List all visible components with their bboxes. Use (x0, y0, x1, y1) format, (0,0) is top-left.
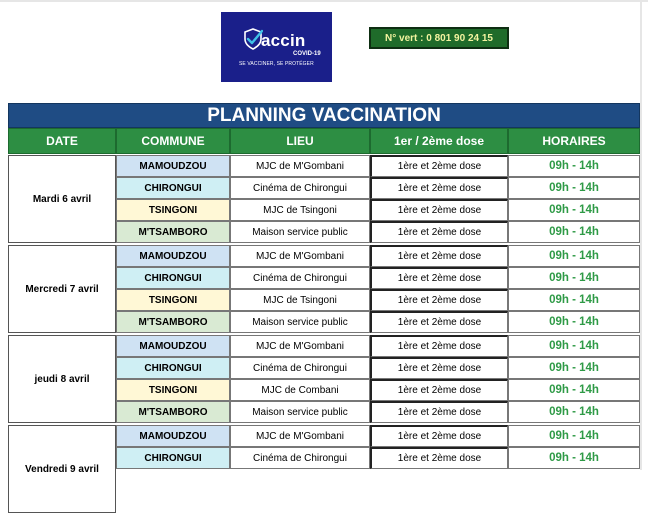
dose-cell: 1ère et 2ème dose (370, 357, 508, 379)
date-cell: jeudi 8 avril (8, 335, 116, 423)
lieu-cell: Maison service public (230, 401, 370, 423)
vaccin-logo (221, 12, 332, 82)
lieu-cell: MJC de M'Gombani (230, 335, 370, 357)
logo-word: accin (261, 31, 306, 50)
commune-cell: M'TSAMBORO (116, 311, 230, 333)
dose-cell: 1ère et 2ème dose (370, 379, 508, 401)
lieu-cell: Cinéma de Chirongui (230, 267, 370, 289)
hours-cell: 09h - 14h (508, 335, 640, 357)
lieu-cell: MJC de Tsingoni (230, 289, 370, 311)
lieu-cell: MJC de Combani (230, 379, 370, 401)
shield-check-icon (243, 28, 263, 50)
logo-slogan: SE VACCINER, SE PROTÉGER (239, 61, 314, 67)
page-top-border (0, 0, 648, 2)
page-right-border (640, 0, 642, 470)
hours-cell: 09h - 14h (508, 425, 640, 447)
dose-cell: 1ère et 2ème dose (370, 335, 508, 357)
dose-cell: 1ère et 2ème dose (370, 155, 508, 177)
dose-cell: 1ère et 2ème dose (370, 177, 508, 199)
commune-cell: TSINGONI (116, 289, 230, 311)
commune-cell: CHIRONGUI (116, 447, 230, 469)
header-lieu: LIEU (230, 128, 370, 154)
hotline-badge: N° vert : 0 801 90 24 15 (369, 27, 509, 49)
hours-cell: 09h - 14h (508, 221, 640, 243)
dose-cell: 1ère et 2ème dose (370, 447, 508, 469)
dose-cell: 1ère et 2ème dose (370, 221, 508, 243)
hours-cell: 09h - 14h (508, 199, 640, 221)
dose-cell: 1ère et 2ème dose (370, 199, 508, 221)
dose-cell: 1ère et 2ème dose (370, 311, 508, 333)
lieu-cell: Cinéma de Chirongui (230, 357, 370, 379)
lieu-cell: MJC de M'Gombani (230, 155, 370, 177)
dose-cell: 1ère et 2ème dose (370, 425, 508, 447)
hours-cell: 09h - 14h (508, 401, 640, 423)
date-cell: Mardi 6 avril (8, 155, 116, 243)
hours-cell: 09h - 14h (508, 379, 640, 401)
commune-cell: MAMOUDZOU (116, 155, 230, 177)
commune-cell: MAMOUDZOU (116, 245, 230, 267)
dose-cell: 1ère et 2ème dose (370, 289, 508, 311)
hours-cell: 09h - 14h (508, 155, 640, 177)
commune-cell: M'TSAMBORO (116, 221, 230, 243)
lieu-cell: MJC de M'Gombani (230, 425, 370, 447)
hours-cell: 09h - 14h (508, 447, 640, 469)
commune-cell: CHIRONGUI (116, 267, 230, 289)
hours-cell: 09h - 14h (508, 267, 640, 289)
dose-cell: 1ère et 2ème dose (370, 245, 508, 267)
lieu-cell: Maison service public (230, 221, 370, 243)
lieu-cell: Cinéma de Chirongui (230, 447, 370, 469)
commune-cell: TSINGONI (116, 379, 230, 401)
date-cell: Mercredi 7 avril (8, 245, 116, 333)
commune-cell: M'TSAMBORO (116, 401, 230, 423)
dose-cell: 1ère et 2ème dose (370, 401, 508, 423)
commune-cell: CHIRONGUI (116, 177, 230, 199)
header-date: DATE (8, 128, 116, 154)
lieu-cell: Cinéma de Chirongui (230, 177, 370, 199)
hours-cell: 09h - 14h (508, 311, 640, 333)
logo-covid: COVID-19 (293, 51, 321, 57)
header-dose: 1er / 2ème dose (370, 128, 508, 154)
date-cell: Vendredi 9 avril (8, 425, 116, 513)
commune-cell: TSINGONI (116, 199, 230, 221)
lieu-cell: Maison service public (230, 311, 370, 333)
lieu-cell: MJC de M'Gombani (230, 245, 370, 267)
lieu-cell: MJC de Tsingoni (230, 199, 370, 221)
header-commune: COMMUNE (116, 128, 230, 154)
hours-cell: 09h - 14h (508, 357, 640, 379)
commune-cell: MAMOUDZOU (116, 425, 230, 447)
hours-cell: 09h - 14h (508, 289, 640, 311)
commune-cell: MAMOUDZOU (116, 335, 230, 357)
dose-cell: 1ère et 2ème dose (370, 267, 508, 289)
commune-cell: CHIRONGUI (116, 357, 230, 379)
header-horaires: HORAIRES (508, 128, 640, 154)
hours-cell: 09h - 14h (508, 245, 640, 267)
page-title: PLANNING VACCINATION (8, 103, 640, 128)
hours-cell: 09h - 14h (508, 177, 640, 199)
